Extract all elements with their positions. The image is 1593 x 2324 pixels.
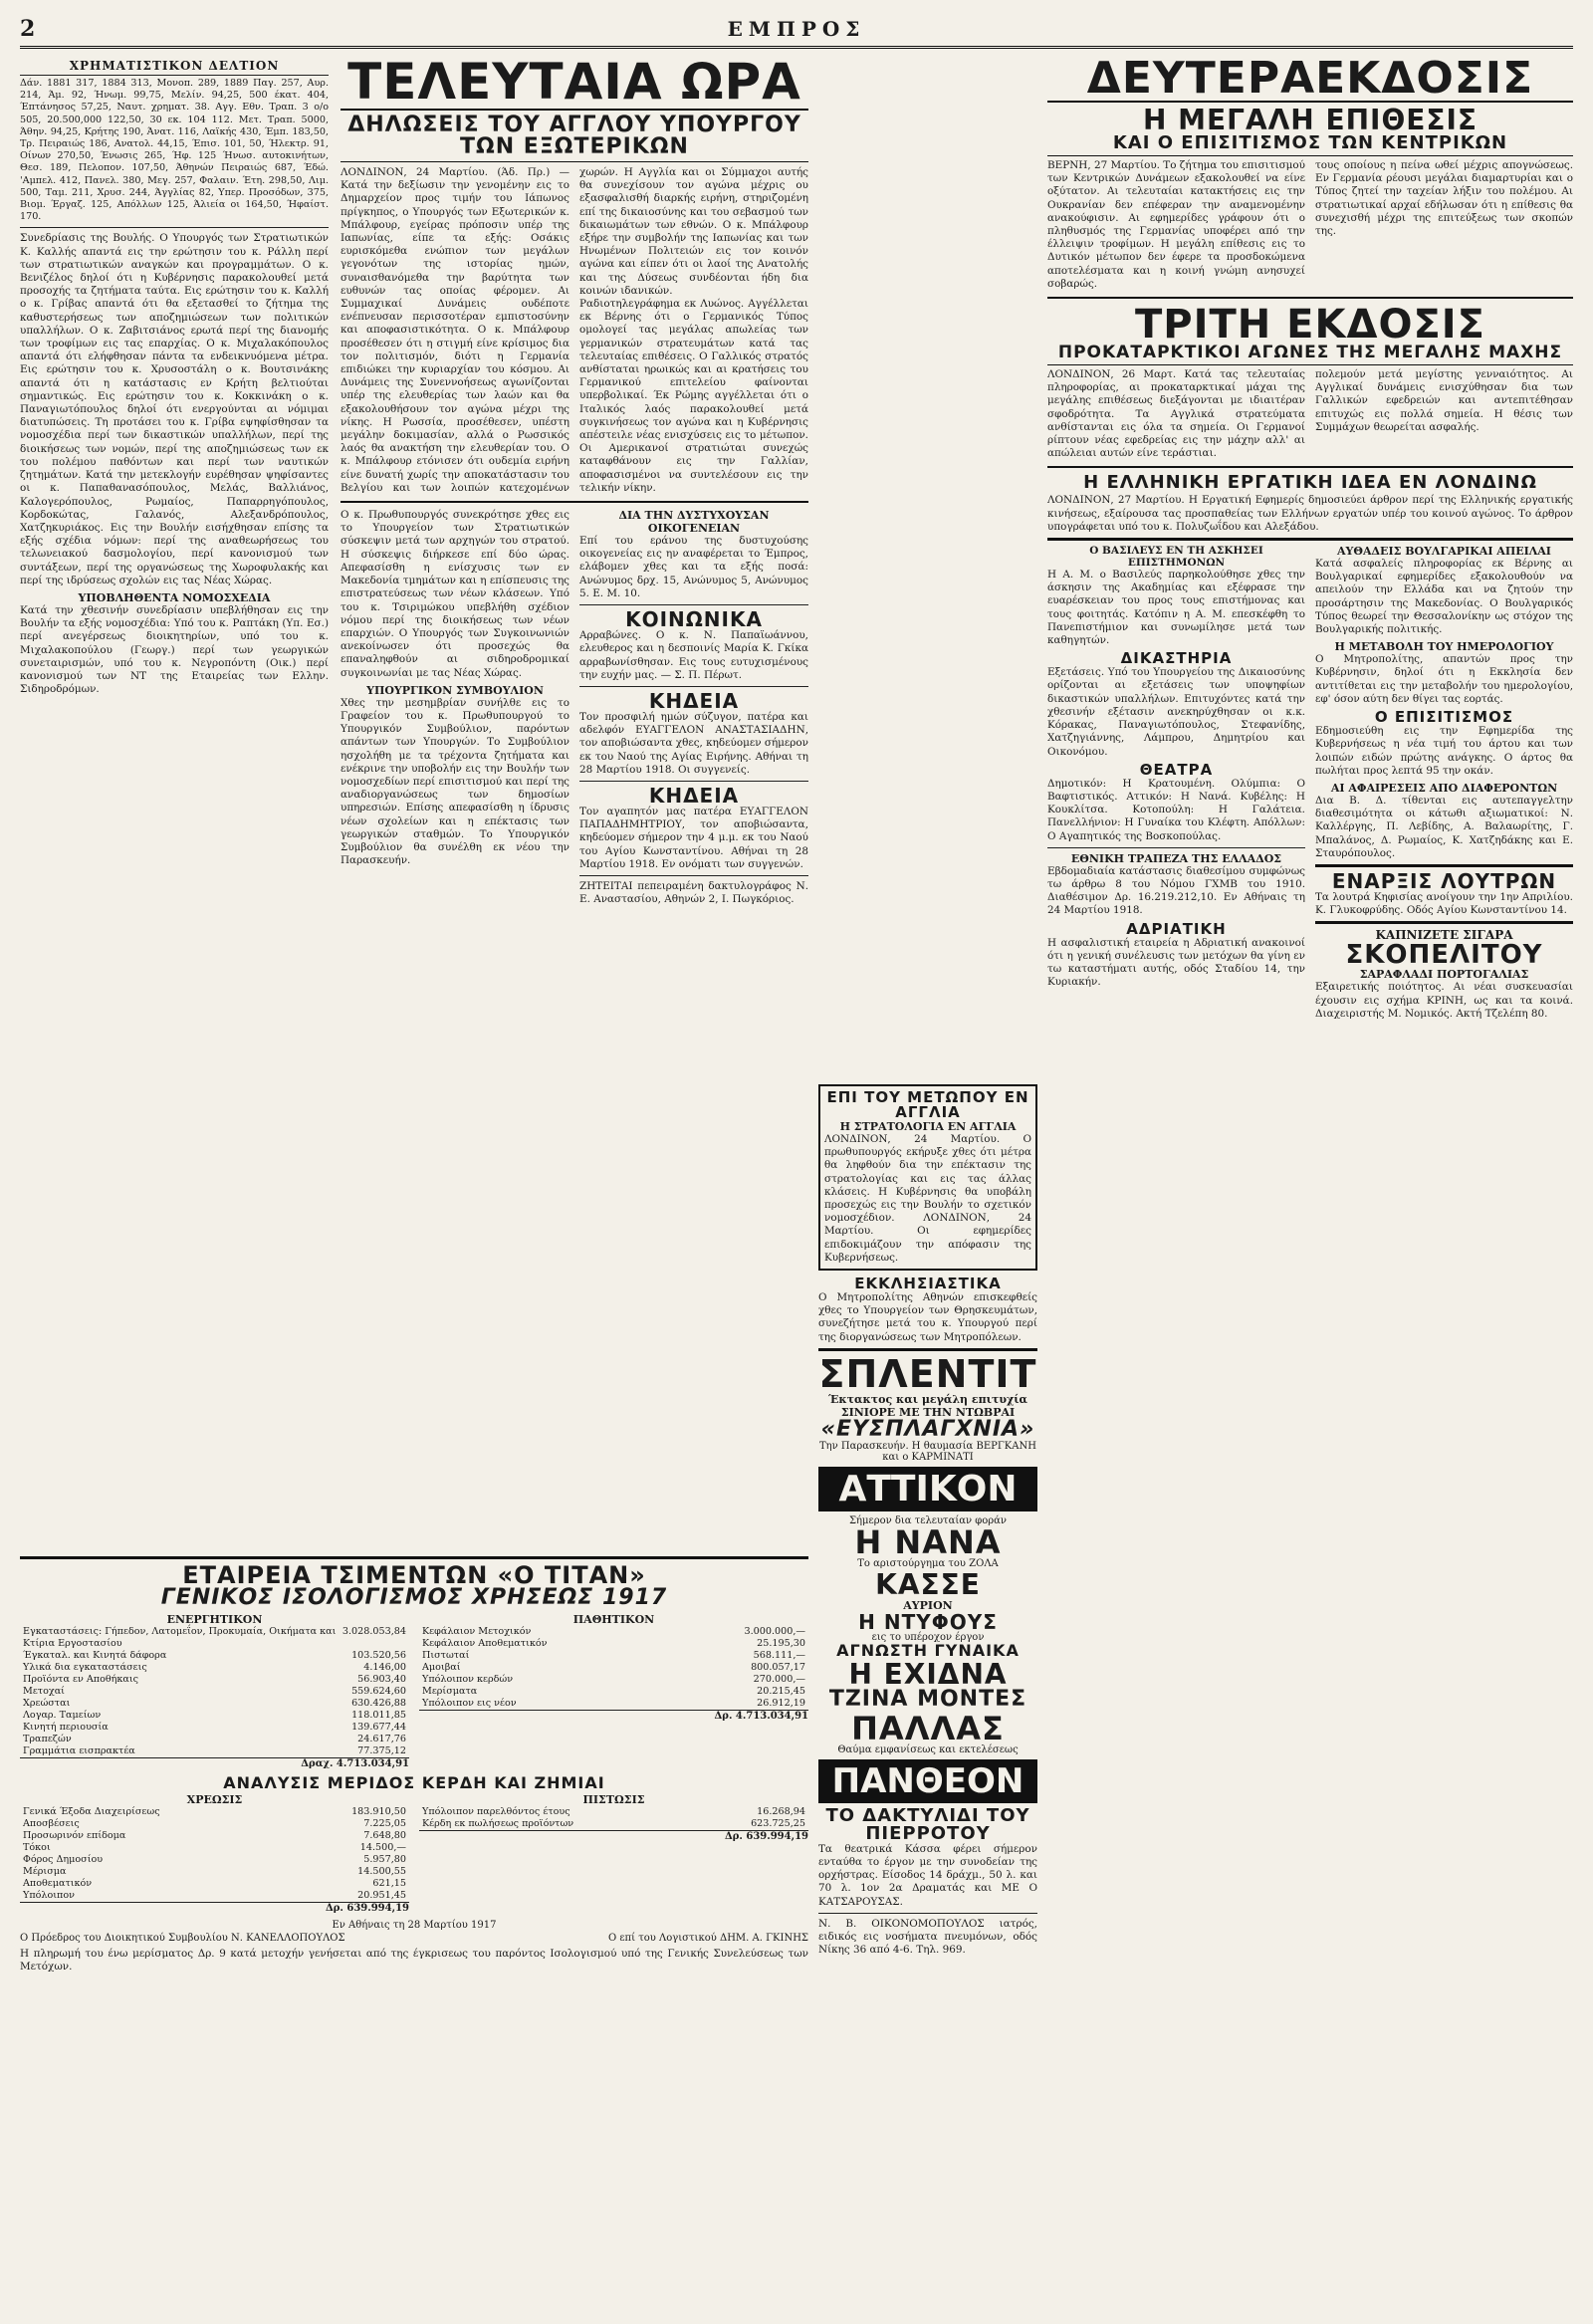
- ledger-label: Μέρισμα: [23, 1866, 67, 1877]
- lower-news: [341, 509, 808, 906]
- cigarette-brand: ΣΚΟΠΕΛΙΤΟΥ: [1345, 940, 1543, 971]
- kasse-title: ΚΑΣΣΕ: [875, 1567, 981, 1601]
- column-stock-bulletin: [20, 57, 329, 696]
- calendar-heading: Η ΜΕΤΑΒΟΛΗ ΤΟΥ ΗΜΕΡΟΛΟΓΙΟΥ: [1334, 640, 1554, 654]
- ledger-label: Κεφάλαιον Αποθεματικόν: [422, 1638, 548, 1649]
- right-news-column: [1315, 545, 1573, 1021]
- third-edition-heading: ΤΡΙΤΗ ΕΚΔΟΣΙΣ: [1135, 302, 1485, 349]
- titan-title: ΕΤΑΙΡΕΙΑ ΤΣΙΜΕΝΤΩΝ «Ο ΤΙΤΑΝ»: [182, 1561, 646, 1589]
- adriatic-text: Η ασφαλιστική εταιρεία η Αδριατική ανακοινοί ότι η γενική συνέλευσις των μετόχων θα γίνη εν τω καταστήματι αυτής, οδός Σταδίου 14, την Κυριακήν.: [1047, 936, 1305, 989]
- social-heading: ΚΟΙΝΩΝΙΚΑ: [625, 607, 763, 632]
- ledger-label: Μερίσματα: [422, 1686, 478, 1697]
- credit-block: [419, 1793, 808, 1914]
- ledger-row: [20, 1878, 409, 1890]
- supply-news-heading: Ο ΕΠΙΣΙΤΙΣΜΟΣ: [1374, 708, 1514, 727]
- supply-news-text: Εδημοσιεύθη εις την Εφημερίδα της Κυβερνήσεως η νέα τιμή του άρτου και των λοιπών ειδών πρώτης ανάγκης. Ο άρτος θα πωλήται προς λεπτά 95 την οκάν.: [1315, 725, 1573, 777]
- cigarette-heading: ΚΑΠΝΙΖΕΤΕ ΣΙΓΑΡΑ: [1375, 928, 1513, 943]
- bulletin-sub: Η ΣΤΡΑΤΟΛΟΓΙΑ ΕΝ ΑΓΓΛΙΑ: [839, 1120, 1017, 1133]
- bills-heading: ΥΠΟΒΛΗΘΕΝΤΑ ΝΟΜΟΣΧΕΔΙΑ: [78, 590, 271, 604]
- stock-bulletin-heading: ΧΡΗΜΑΤΙΣΤΙΚΟΝ ΔΕΛΤΙΟΝ: [20, 57, 329, 76]
- ledger-amount: 56.903,40: [357, 1674, 406, 1685]
- bulgarian-text: Κατά ασφαλείς πληροφορίας εκ Βέρνης αι Βουλγαρικαί εφημερίδες εξακολουθούν να απειλούν την Ελλάδα και να ζητούν την προσάρτησιν της Μακεδονίας. Ο Βουλγαρικός Τύπος θεωρεί την Θεσσαλονίκην ως στόχον της Βουλγαρικής πολιτικής.: [1315, 558, 1573, 636]
- ledger-label: Φόρος Δημοσίου: [23, 1854, 104, 1865]
- ledger-row: [20, 1734, 409, 1745]
- daktylidi-title: ΤΟ ΔΑΚΤΥΛΙΔΙ ΤΟΥ ΠΙΕΡΡΟΤΟΥ: [825, 1804, 1030, 1844]
- theatre-heading: ΘΕΑΤΡΑ: [1139, 760, 1214, 779]
- funeral-heading-1: ΚΗΔΕΙΑ: [648, 688, 740, 713]
- attikon-film: Η ΝΑΝΑ: [854, 1522, 1002, 1561]
- ntyfous-title: Η ΝΤΥΦΟΥΣ: [858, 1609, 998, 1634]
- ledger-amount: 103.520,56: [351, 1650, 406, 1661]
- second-edition-text-a: ΒΕΡΝΗ, 27 Μαρτίου. Το ζήτημα του επισιτισμού των Κεντρικών Δυνάμεων εξακολουθεί να είνε οξύτατον. Αι τελευταίαι κατακτήσεις εις την Ουκρανίαν δεν επέφεραν την αναμενομένην ανακούφισιν. Αι εφημερίδες γράφουν ότι ο πληθυσμός της Γερμανίας υποφέρει από την έλλειψιν τροφίμων. Η μεγάλη επίθεσις εις το Δυτικόν μέτωπον δεν έφερε τα προσδοκώμενα αποτελέσματα και η κοινή γνώμη ανησυχεί σοβαρώς.: [1047, 159, 1305, 290]
- ledger-label: Υπόλοιπον κερδών: [422, 1674, 514, 1685]
- ledger-row: [20, 1830, 409, 1842]
- attikon-sub: Σήμερον δια τελευταίαν φοράν: [848, 1514, 1008, 1526]
- ledger-row: [419, 1818, 808, 1830]
- ledger-row: [419, 1674, 808, 1686]
- attikon-desc: Το αριστούργημα του ΖΟΛΑ: [857, 1557, 999, 1569]
- ledger-label: Κεφάλαιον Μετοχικόν: [422, 1626, 532, 1637]
- balfour-subheading: ΔΗΛΩΣΕΙΣ ΤΟΥ ΑΓΓΛΟΥ ΥΠΟΥΡΓΟΥ ΤΩΝ ΕΞΩΤΕΡΙΚΩΝ: [341, 115, 808, 162]
- credit-heading: ΠΙΣΤΩΣΙΣ: [582, 1793, 645, 1806]
- courts-heading: ΔΙΚΑΣΤΗΡΙΑ: [1120, 649, 1233, 668]
- ledger-amount: 20.215,45: [757, 1686, 805, 1697]
- ledger-label: Λογαρ. Ταμείων: [23, 1710, 102, 1721]
- assets-block: [20, 1613, 409, 1769]
- ledger-row: [419, 1662, 808, 1674]
- ledger-row: [419, 1638, 808, 1650]
- ledger-amount: 4.146,00: [363, 1662, 406, 1673]
- last-hour-heading: ΤΕΛΕΥΤΑΙΑ ΩΡΑ: [341, 57, 808, 111]
- ledger-row: [419, 1698, 808, 1710]
- page-number: 2: [20, 16, 36, 42]
- bank-heading: ΕΘΝΙΚΗ ΤΡΑΠΕΖΑ ΤΗΣ ΕΛΛΑΔΟΣ: [1070, 851, 1282, 865]
- king-text: Η Α. Μ. ο Βασιλεύς παρηκολούθησε χθες την άσκησιν της Ακαδημίας και εξέφρασε την ευαρέσκειαν του προς τους επιστήμονας και τους φοιτητάς. Κατόπιν η Α. Μ. επεσκέφθη το Πανεπιστήμιον και συνωμίλησε μετά των καθηγητών.: [1047, 569, 1305, 647]
- columns: [20, 49, 1573, 2279]
- ledger-amount: 3.028.053,84: [341, 1626, 406, 1637]
- family-text: Επί του εράνου της δυστυχούσης οικογενείας εις ην αναφέρεται το Έμπρος, ελάβομεν χθες και τα εξής ποσά: Ανώνυμος δρχ. 15, Ανώνυμος 5, Ανώνυμος 5. Ε. Μ. 10.: [579, 535, 808, 599]
- splendid-sub: Την Παρασκευήν. Η θαυμασία ΒΕΡΓΚΑΝΗ και ο ΚΑΡΜΙΝΑΤΙ: [819, 1440, 1036, 1463]
- second-edition-heading: ΔΕΥΤΕΡΑΕΚΔΟΣΙΣ: [1047, 57, 1573, 103]
- ledger-label: Αμοιβαί: [422, 1662, 461, 1673]
- bulletin-text: ΛΟΝΔΙΝΟΝ, 24 Μαρτίου. Ο πρωθυπουργός εκήρυξε χθες ότι μέτρα θα ληφθούν δια την επέκτασιν της στρατολογίας και εις τας άλλας κλάσεις. Η Κυβέρνησις θα υποβάλη προσεχώς εις την Βουλήν το σχετικόν νομοσχέδιον. ΛΟΝΔΙΝΟΝ, 24 Μαρτίου. Οι εφημερίδες επιδοκιμάζουν την απόφασιν της Κυβερνήσεως.: [824, 1133, 1031, 1264]
- ledger-label: Υπόλοιπον: [23, 1890, 75, 1901]
- left-news-column: [1047, 545, 1305, 1021]
- column-editions: [1047, 53, 1573, 1021]
- supply-heading: ΚΑΙ Ο ΕΠΙΣΙΤΙΣΜΟΣ ΤΩΝ ΚΕΝΤΡΙΚΩΝ: [1047, 134, 1573, 156]
- ledger-label: Κέρδη εκ πωλήσεως προϊόντων: [422, 1818, 574, 1829]
- cigarette-sub: ΣΑΡΑΦΛΑΔΙ ΠΟΡΤΟΓΑΛΙΑΣ: [1359, 968, 1529, 982]
- ledger-row: [20, 1818, 409, 1830]
- ledger-row: [20, 1662, 409, 1674]
- ledger-label: Έγκαταλ. και Κινητά δάφορα: [23, 1650, 167, 1661]
- ledger-row: [20, 1626, 409, 1650]
- ledger-amount: 16.268,94: [757, 1806, 805, 1817]
- ledger-footnote: Η πληρωμή του ένω μερίσματος Δρ. 9 κατά μετοχήν γενήσεται από της έγκρισεως του παρόντος Ισολογισμού υπό της Γενικής Συνελεύσεως των Μετόχων.: [20, 1948, 808, 1974]
- ledger-row: [20, 1686, 409, 1698]
- ledger-label: Πιστωταί: [422, 1650, 470, 1661]
- ledger-amount: 270.000,—: [753, 1674, 805, 1685]
- ledger-row: [20, 1854, 409, 1866]
- column-ads: [818, 1084, 1037, 1957]
- ledger-amount: 25.195,30: [757, 1638, 805, 1649]
- splendid-title: ΣΠΛΕΝΤΙΤ: [818, 1351, 1037, 1396]
- ledger-amount: 24.617,76: [357, 1734, 406, 1744]
- church-text: Ο Μητροπολίτης Αθηνών επισκεφθείς χθες το Υπουργείον των Θρησκευμάτων, συνεζήτησε μετά του κ. Υπουργού περί της διοργανώσεως των Μητροπόλεων.: [818, 1291, 1037, 1343]
- funeral-text-2: Τον αγαπητόν μας πατέρα ΕΥΑΓΓΕΛΟΝ ΠΑΠΑΔΗΜΗΤΡΙΟΥ, τον αποβιώσαντα, κηδεύομεν σήμερον την 4 μ.μ. εκ του Ναού του Αγίου Κωνσταντίνου. Αθήναι τη 28 Μαρτίου 1918. Εν ονόματι των συγγενών.: [579, 805, 808, 870]
- balfour-story-text: ΛΟΝΔΙΝΟΝ, 24 Μαρτίου. (Άδ. Πρ.) — Κατά την δεξίωσιν την γενομένην εις το Δημαρχείον προς τιμήν του Ιάπωνος πρίγκηπος, ο Υπουργός των Εξωτερικών κ. Μπάλφουρ, εγείρας πρόποσιν υπέρ της Ιαπωνίας, είπε τα εξής: Οσάκις ευρισκόμεθα ενώπιον των μεγάλων γεγονότων της ιστορίας ημών, συναισθανόμεθα την βαρύτητα των ευθυνών τας οποίας φέρομεν. Αι Συμμαχικαί Δυνάμεις ουδέποτε ενέπνευσαν περισσοτέραν εμπιστοσύνην και αποφασιστικότητα. Ο κ. Μπάλφουρ προσέθεσεν ότι η στιγμή είνε κρίσιμος δια τον πολιτισμόν, διότι η Γερμανία επιδιώκει την κυριαρχίαν του κόσμου. Αι Δυνάμεις της Συνεννοήσεως αγωνίζονται υπέρ της ελευθερίας των λαών και θα εξακολουθήσουν τον αγώνα μέχρι της νίκης. Η Ρωσσία, προσέθεσεν, υπέστη μεγάλην δοκιμασίαν, αλλά ο Ρωσσικός λαός θα ανακτήση την ελευθερίαν του. Ο κ. Μπάλφουρ ετόνισεν ότι ουδεμία ειρήνη είνε δυνατή χωρίς την αποκατάστασιν του Βελγίου και των λοιπών κατεχομένων χωρών. Η Αγγλία και οι Σύμμαχοι αυτής θα συνεχίσουν τον αγώνα μέχρις ου εξασφαλισθή διαρκής ειρήνη, στηριζομένη επί της δικαιοσύνης και του σεβασμού των δικαιωμάτων των εθνών. Ο κ. Μπάλφουρ εξήρε την συμβολήν της Ιαπωνίας και των Ηνωμένων Πολιτειών εις τον κοινόν αγώνα και είπεν ότι οι λαοί της Ανατολής και της Δύσεως συνδέονται ήδη δια κοινών ιδανικών.: [341, 166, 808, 494]
- ledger-row: [419, 1686, 808, 1698]
- titan-subtitle: ΓΕΝΙΚΟΣ ΙΣΟΛΟΓΙΣΜΟΣ ΧΡΗΣΕΩΣ 1917: [160, 1585, 668, 1610]
- third-edition-text-b: πολεμούν μετά μεγίστης γενναιότητος. Αι Αγγλικαί δυνάμεις ενισχύθησαν δια των Γαλλικών εφεδρειών και αντεπιτέθησαν επιτυχώς εις πολλά σημεία. Η θέσις των Συμμάχων θεωρείται ασφαλής.: [1315, 368, 1573, 433]
- bills-text: Κατά την χθεσινήν συνεδρίασιν υπεβλήθησαν εις την Βουλήν τα εξής νομοσχέδια: Υπό του κ. Ραπτάκη (Υπ. Εσ.) περί ανεγέρσεως διοικητηρίων, υπό του κ. Μιχαλακοπούλου (Γεωργ.) περί των γεωργικών συνεταιρισμών, υπό του κ. Νεγροπόντη (Οικ.) περί κανονισμού των ΝΤ της Εταιρείας των Ελλην. Σιδηροδρόμων.: [20, 603, 329, 696]
- ledger-amount: 559.624,60: [351, 1686, 406, 1697]
- officers-text: Δια Β. Δ. τίθενται εις αυτεπαγγελτην διαθεσιμότητα οι κάτωθι αξιωματικοί: Ν. Καλλέργης, Π. Λεβίδης, Α. Βαλαωρίτης, Γ. Μπαλάνος, Δ. Ρωμαίος, Κ. Χατζηδάκης και Ε. Σταυρόπουλος.: [1315, 794, 1573, 859]
- ledger-row: [20, 1866, 409, 1878]
- calendar-text: Ο Μητροπολίτης, απαντών προς την Κυβέρνησιν, δηλοί ότι η Εκκλησία δεν αντιτίθεται εις την μεταβολήν του ημερολογίου, εφ' όσον αύτη δεν θίγει τας εορτάς.: [1315, 653, 1573, 705]
- masthead: [20, 12, 1573, 49]
- unknown-woman-title: ΑΓΝΩΣΤΗ ΓΥΝΑΙΚΑ: [836, 1640, 1020, 1660]
- splendid-film: «ΕΥΣΠΛΑΓΧΝΙΑ»: [820, 1416, 1035, 1442]
- social-text: Αρραβώνες. Ο κ. Ν. Παπαϊωάννου, ελευθερος και η δεσποινίς Μαρία Κ. Γκίκα αρραβωνίσθησαν. Εις τους ευτυχισμένους την ευχήν μας. — Σ. Π. Πέρωτ.: [579, 629, 808, 681]
- ledger-amount: 630.426,88: [351, 1698, 406, 1709]
- ledger-row: [419, 1626, 808, 1638]
- funeral-heading-2: ΚΗΔΕΙΑ: [648, 783, 740, 808]
- ministry-text: Ο κ. Πρωθυπουργός συνεκρότησε χθες εις το Υπουργείον των Στρατιωτικών σύσκεψιν μετά των αρχηγών του στρατού. Η σύσκεψις διήρκεσε επί δύο ώρας. Απεφασίσθη η ενίσχυσις των εν Μακεδονία τμημάτων και η επίσπευσις της επιστρατεύσεως των νέων κλάσεων. Υπό του κ. Τσιριμώκου υπεβλήθη σχέδιον νόμου περί της διοικήσεως των νέων επαρχιών. Ο Υπουργός των Συγκοινωνιών ανεκοίνωσεν ότι προσεχώς θα επαναληφθούν αι σιδηροδρομικαί συγκοινωνίαι με τας Νέας Χώρας.: [341, 509, 569, 679]
- liabilities-heading: ΠΑΘΗΤΙΚΟΝ: [572, 1613, 655, 1626]
- ledger-amount: 3.000.000,—: [744, 1626, 805, 1637]
- ledger-amount: 621,15: [372, 1878, 406, 1889]
- ledger-row: [20, 1722, 409, 1734]
- pl-heading: ΑΝΑΛΥΣΙΣ ΜΕΡΙΔΟΣ ΚΕΡΔΗ ΚΑΙ ΖΗΜΙΑΙ: [223, 1773, 605, 1792]
- ledger-amount: 568.111,—: [753, 1650, 805, 1661]
- church-heading: ΕΚΚΛΗΣΙΑΣΤΙΚΑ: [854, 1275, 1002, 1293]
- third-edition-sub: ΠΡΟΚΑΤΑΡΚΤΙΚΟΙ ΑΓΩΝΕΣ ΤΗΣ ΜΕΓΑΛΗΣ ΜΑΧΗΣ: [1047, 345, 1573, 365]
- ledger-amount: 20.951,45: [357, 1890, 406, 1901]
- debit-table: [20, 1806, 409, 1902]
- bulletin-heading: ΕΠΙ ΤΟΥ ΜΕΤΩΠΟΥ ΕΝ ΑΓΓΛΙΑ: [826, 1088, 1029, 1121]
- cabinet-text: Χθες την μεσημβρίαν συνήλθε εις το Γραφείον του κ. Πρωθυπουργού το Υπουργικόν Συμβούλιον, παρόντων απάντων των Υπουργών. Το Συμβούλιον ησχολήθη με τα τρέχοντα ζητήματα και ενέκρινε την υποβολήν εις την Βουλήν των νομοσχεδίων περί επισιτισμού και περί της αναδιοργανώσεως των δημοσίων υπηρεσιών. Επίσης απεφασίσθη η ίδρυσις νέων σχολείων και η επέκτασις των γεωργικών σταθμών. Το Υπουργικόν Συμβούλιον θα συνέλθη εκ νέου την Παρασκευήν.: [341, 696, 569, 867]
- ledger-amount: 26.912,19: [757, 1698, 805, 1709]
- ledger-label: Τραπεζών: [23, 1734, 72, 1744]
- family-heading: ΔΙΑ ΤΗΝ ΔΥΣΤΥΧΟΥΣΑΝ ΟΙΚΟΓΕΝΕΙΑΝ: [618, 509, 770, 536]
- paper-name: ΕΜΠΡΟΣ: [727, 17, 866, 41]
- bulgarian-heading: ΑΥΘΑΔΕΙΣ ΒΟΥΛΓΑΡΙΚΑΙ ΑΠΕΙΛΑΙ: [1337, 545, 1551, 559]
- labour-text: ΛΟΝΔΙΝΟΝ, 27 Μαρτίου. Η Εργατική Εφημερίς δημοσιεύει άρθρον περί της Ελληνικής εργατικής κινήσεως, εξαίρουσα τας προσπαθείας των Ελλήνων εργατών υπέρ του κοινού αγώνος. Το άρθρον υπογράφεται υπό του κ. Πολυζωΐδου και Αλεξάδου.: [1047, 494, 1573, 533]
- ledger-row: [419, 1650, 808, 1662]
- assets-heading: ΕΝΕΡΓΗΤΙΚΟΝ: [166, 1613, 263, 1626]
- liabilities-total: Δρ. 4.713.034,91: [419, 1710, 808, 1722]
- ledger-row: [20, 1890, 409, 1902]
- offensive-heading: Η ΜΕΓΑΛΗ ΕΠΙΘΕΣΙΣ: [1142, 104, 1479, 136]
- ledger-label: Γενικά Έξοδα Διαχειρίσεως: [23, 1806, 160, 1817]
- ledger-amount: 7.225,05: [363, 1818, 406, 1829]
- ledger-label: Εγκαταστάσεις: Γήπεδον, Λατομεΐον, Προκυμαία, Οικήματα και Κτίρια Εργοστασίου: [23, 1626, 337, 1649]
- ledger-amount: 118.011,85: [351, 1710, 406, 1721]
- ledger-amount: 14.500,—: [359, 1842, 406, 1853]
- ledger-row: [20, 1745, 409, 1757]
- ledger-row: [20, 1806, 409, 1818]
- ledger-label: Υπόλοιπον εις νέον: [422, 1698, 517, 1709]
- parliament-text: Συνεδρίασις της Βουλής. Ο Υπουργός των Στρατιωτικών Κ. Καλλής απαντά εις την ερώτησιν του κ. Ράλλη περί των στρατιωτικών αναγκών και προγραμμάτων. Ο κ. Βενιζέλος δηλοί ότι η Κυβέρνησις παρακολουθεί μετά προσοχής τα ζητήματα ταύτα. Εις ερώτησιν του κ. Καλλή ο κ. Γρίβας απαντά ότι θα εξετασθεί το ζήτημα της καθυστερήσεως των αποζημιώσεων των πολιτικών υπαλλήλων. Ο κ. Ζαβιτσιάνος ερωτά περί της διανομής των τροφίμων εις τας επαρχίας. Ο κ. Μιχαλακόπουλος απαντά ότι ελήφθησαν πάντα τα ενδεικνυόμενα μέτρα. Εις ερώτησιν του κ. Χρυσοστάλη ο κ. Βουτσινάκης απαντά ότι η κατάστασις εν Κρήτη βελτιούται σημαντικώς. Εις ερώτησιν του κ. Κοκκινάκη ο κ. Παναγιωτόπουλος δηλοί ότι ενεργούνται αι νόμιμαι διατυπώσεις. Τη προτάσει του κ. Γρίβα εψηφίσθησαν τα νομοσχέδια περί των δικαστικών υπαλλήλων, περί της διοικήσεως των νομών, περί της αποζημιώσεως των εκ του πολέμου παθόντων και περί των ναυτικών ζητημάτων. Κατά την μετεκλογήν ευρέθησαν ψηφίσαντες οι κ. Παπαθανασόπουλος, Μελάς, Βαλλιάνος, Καλογερόπουλος, Ρωμαίος, Παπαρρηγόπουλος, Κορδοκώτας, Γαλανός, Αλεξανδρόπουλος, Χατζηκυριάκος. Εις την Βουλήν εισήχθησαν επίσης τα εξής σχέδια νόμων: περί της αναθεωρήσεως του τελωνειακού δασμολογίου, περί κανονισμού των συντάξεων, περί της οργανώσεως της Χωροφυλακής και περί της ιδρύσεως σχολών εις τας Νέας Χώρας.: [20, 232, 329, 586]
- ledger-label: Υλικά δια εγκαταστάσεις: [23, 1662, 147, 1673]
- liabilities-block: [419, 1613, 808, 1769]
- ledger-label: Χρεώσται: [23, 1698, 71, 1709]
- ledger-label: Αποθεματικόν: [23, 1878, 93, 1889]
- labour-heading: Η ΕΛΛΗΝΙΚΗ ΕΡΓΑΤΙΚΗ ΙΔΕΑ ΕΝ ΛΟΝΔΙΝΩ: [1083, 472, 1537, 494]
- pallas-sub: Θαύμα εμφανίσεως και εκτελέσεως: [837, 1743, 1019, 1755]
- titan-balance-sheet: [20, 1552, 808, 1974]
- ledger-label: Τόκοι: [23, 1842, 51, 1853]
- assets-table: [20, 1626, 409, 1757]
- pallas-title: ΠΑΛΛΑΣ: [851, 1709, 1005, 1747]
- attikon-title: ΑΤΤΙΚΟΝ: [818, 1467, 1037, 1511]
- ledger-amount: 183.910,50: [351, 1806, 406, 1817]
- ledger-signature-left: Ο Πρόεδρος του Διοικητικού Συμβουλίου Ν. ΚΑΝΕΛΛΟΠΟΥΛΟΣ: [20, 1933, 345, 1944]
- ledger-row: [20, 1710, 409, 1722]
- ledger-signature-right: Ο επί του Λογιστικού ΔΗΜ. Α. ΓΚΙΝΗΣ: [607, 1933, 808, 1944]
- stock-bulletin-text: Δάν. 1881 317, 1884 313, Μονοπ. 289, 1889 Παγ. 257, Αυρ. 214, Άμ. 92, Ήνωμ. 99,75, Μελίν. 94,25, 500 έκατ. 404, Έπτάνησος 57,25, Ναυτ. χρηματ. 38. Αγγ. Εθν. Τραπ. 3 ο/ο 505, 20.500,000 122,50, 30 εκ. 104 112. Μετ. Τραπ. 5000, Άθην. 94,25, Κρήτης 190, Άνατ. 116, Λαϊκής 430, Έμπ. 183,50, Τρ. Πειραιώς 186, Ανατολ. 44,15, Έπισ. 101, 50, Ήλεκτρ. 91, Οίνων 270,50, Ένωσις 265, Ήφ. 125 Ήνωσ. αυτοκινήτων, Θεσ. 189, Πελοπον. 107,50, Άθηνών Πειραιώς 687, Έδώ. 'Αμπελ. 412, Πανελ. 380, Μεγ. 257, Φαλαιν. Έτη. 298,50, Λιμ. 500, Ταμ. 211, Χρυσ. 244, Άγγλίας 82, Υπερ. Προσόδων, 375, Βιομ. Έργαζ. 125, Απόλλων 125, Άλιεία οι 164,50, Ήφαίστ. 170.: [20, 78, 329, 223]
- cabinet-heading: ΥΠΟΥΡΓΙΚΟΝ ΣΥΜΒΟΥΛΙΟΝ: [366, 683, 544, 697]
- doctor-text: Ν. Β. ΟΙΚΟΝΟΜΟΠΟΥΛΟΣ ιατρός, ειδικός εις νοσήματα πνευμόνων, οδός Νίκης 36 από 4-6. Τηλ. 969.: [818, 1917, 1037, 1957]
- cigarette-text: Εξαιρετικής ποιότητος. Αι νέαι συσκευασίαι έχουσιν εις σχήμα ΚΡΙΝΗ, ως και τα κοινά. Διαχειριστής Μ. Νομικός. Ακτή Τζελέπη 80.: [1315, 981, 1573, 1020]
- king-heading: Ο ΒΑΣΙΛΕΥΣ ΕΝ ΤΗ ΑΣΚΗΣΕΙ ΕΠΙΣΤΗΜΟΝΩΝ: [1089, 545, 1263, 570]
- ntyfous-desc: εις το υπέροχον έργον: [871, 1631, 985, 1643]
- debit-total: Δρ. 639.994,19: [20, 1902, 409, 1914]
- kasse-sub: ΑΥΡΙΟΝ: [903, 1598, 953, 1612]
- column-last-hour: [341, 53, 808, 906]
- courts-text: Εξετάσεις. Υπό του Υπουργείου της Δικαιοσύνης ορίζονται αι εξετάσεις των υποψηφίων δικαστικών υπαλλήλων. Επιτυχόντες κατά την χθεσινήν εξέτασιν ανεκηρύχθησαν οι κ.κ. Κόρακας, Παναγιωτόπουλος, Στεφανίδης, Χατζηγιάννης, Λάμπρου, Δημητρίου και Οικονόμου.: [1047, 666, 1305, 758]
- officers-heading: ΑΙ ΑΦΑΙΡΕΣΕΙΣ ΑΠΟ ΔΙΑΦΕΡΟΝΤΩΝ: [1330, 781, 1558, 795]
- bulletin-box: [818, 1084, 1037, 1271]
- debit-block: [20, 1793, 409, 1914]
- ledger-label: Υπόλοιπον παρελθόντος έτους: [422, 1806, 570, 1817]
- pantheon-title: ΠΑΝΘΕΟΝ: [818, 1759, 1037, 1803]
- balfour-story: [341, 166, 808, 495]
- ledger-amount: 5.957,80: [363, 1854, 406, 1865]
- credit-table: [419, 1806, 808, 1830]
- baths-text: Τα λουτρά Κηφισίας ανοίγουν την 1ην Απριλίου. Κ. Γλυκοφρύδης. Οδός Αγίου Κωνσταντίνου 14.: [1315, 890, 1573, 917]
- radio-story-text: Ραδιοτηλεγράφημα εκ Λυώνος. Αγγέλλεται εκ Βέρνης ότι ο Γερμανικός Τύπος ομολογεί τας μεγάλας απωλείας των γερμανικών στρατευμάτων κατά τας τελευταίας επιθέσεις. Ο Γαλλικός στρατός ανθίσταται ηρωικώς και αι κρατήσεις του Γερμανικού επιτελείου φαίνονται υπερβολικαί. Έκ Ρώμης αγγέλλεται ότι ο Ιταλικός λαός παρακολουθεί μετά συγκινήσεως τον αγώνα και η Κυβέρνησις απέστειλε νέας ενισχύσεις εις το μέτωπον. Οι Αμερικανοί στρατιώται συνεχώς καταφθάνουν εις την Γαλλίαν, αποφασισμένοι να συντελέσουν εις την τελικήν νίκην.: [579, 298, 808, 494]
- ledger-amount: 77.375,12: [357, 1745, 406, 1756]
- adriatic-heading: ΑΔΡΙΑΤΙΚΗ: [1126, 919, 1227, 938]
- ledger-label: Γραμμάτια εισπρακτέα: [23, 1745, 135, 1756]
- splendid-text: Έκτακτος και μεγάλη επιτυχία ΣΙΝΙΟΡΕ ΜΕ ΤΗΝ ΝΤΩΒΡΑΙ: [827, 1392, 1028, 1419]
- liabilities-table: [419, 1626, 808, 1710]
- bank-text: Εβδομαδιαία κατάστασις διαθεσίμου συμφώνως τω άρθρω 8 του Νόμου ΓΧΜΒ του 1910. Διαθέσιμον Δρ. 16.219.212,10. Εν Αθήναις τη 24 Μαρτίου 1918.: [1047, 864, 1305, 917]
- credit-total: Δρ. 639.994,19: [419, 1830, 808, 1842]
- ledger-label: Προσωρινόν επίδομα: [23, 1830, 126, 1841]
- ledger-row: [20, 1842, 409, 1854]
- theatre-text: Δημοτικόν: Η Κρατουμένη. Ολύμπια: Ο Βαφτιστικός. Αττικόν: Η Νανά. Κυβέλης: Η Κουκλίτσα. Κοτοπούλη: Η Γαλάτεια. Πανελλήνιον: Η Γυναίκα του Κλέφτη. Απόλλων: Ο Αγαπητικός της Βοσκοπούλας.: [1047, 777, 1305, 842]
- ledger-date: Εν Αθήναις τη 28 Μαρτίου 1917: [332, 1920, 497, 1931]
- ledger-amount: 14.500,55: [357, 1866, 406, 1877]
- ledger-row: [20, 1650, 409, 1662]
- baths-heading: ΕΝΑΡΞΙΣ ΛΟΥΤΡΩΝ: [1331, 868, 1557, 893]
- echidna-title: Η ΕΧΙΔΝΑ: [848, 1657, 1008, 1691]
- third-edition-text-a: ΛΟΝΔΙΝΟΝ, 26 Μαρτ. Κατά τας τελευταίας πληροφορίας, αι προκαταρκτικαί μάχαι της μεγάλης επιθέσεως διεξάγονται με ιδιαιτέραν σφοδρότητα. Τα Αγγλικά στρατεύματα ανθίστανται εις όλα τα σημεία. Οι Γερμανοί ρίπτουν νέας εφεδρείας εις την μάχην αλλ' αι απώλειαι αυτών είνε τεράστιαι.: [1047, 368, 1305, 460]
- ledger-amount: 139.677,44: [351, 1722, 406, 1733]
- newspaper-page: [20, 12, 1573, 2292]
- ledger-label: Μετοχαί: [23, 1686, 65, 1697]
- daktylidi-text: Τα θεατρικά Κάσσα φέρει σήμερον ενταύθα το έργον με την συνοδείαν της ορχήστρας. Είσοδος 14 δράχμ., 50 λ. και 70 λ. 1ον 2α Δραματάς και ΜΕ Ο ΚΑΤΣΑΡΟΥΣΑΣ.: [818, 1842, 1037, 1908]
- funeral-text-1: Τον προσφιλή ημών σύζυγον, πατέρα και αδελφόν ΕΥΑΓΓΕΛΟΝ ΑΝΑΣΤΑΣΙΑΔΗΝ, τον αποβιώσαντα χθες, κηδεύομεν σήμερον εκ του Ναού της Αγίας Ειρήνης. Αθήναι τη 28 Μαρτίου 1918. Οι συγγενείς.: [579, 710, 808, 776]
- typist-notice: ΖΗΤΕΙΤΑΙ πεπειραμένη δακτυλογράφος Ν. Ε. Αναστασίου, Αθηνών 2, Ι. Πωγκόριος.: [579, 879, 808, 906]
- ledger-amount: 800.057,17: [751, 1662, 805, 1673]
- debit-heading: ΧΡΕΩΣΙΣ: [186, 1793, 243, 1806]
- assets-total: Δραχ. 4.713.034,91: [20, 1757, 409, 1769]
- ledger-row: [20, 1674, 409, 1686]
- ledger-amount: 7.648,80: [363, 1830, 406, 1841]
- ledger-amount: 623.725,25: [751, 1818, 805, 1829]
- ledger-label: Αποσβέσεις: [23, 1818, 80, 1829]
- ledger-row: [419, 1806, 808, 1818]
- ledger-label: Προϊόντα εν Αποθήκαις: [23, 1674, 138, 1685]
- tzina-title: ΤΖΙΝΑ ΜΟΝΤΕΣ: [828, 1686, 1027, 1712]
- ledger-row: [20, 1698, 409, 1710]
- ledger-label: Κινητή περιουσία: [23, 1722, 109, 1733]
- second-edition-text-b: τους οποίους η πείνα ωθεί μέχρις απογνώσεως. Εν Γερμανία ρέουσι μεγάλαι διαμαρτυρίαι και ο Τύπος ζητεί την ταχείαν λήξιν του πολέμου. Αι στρατιωτικαί αρχαί εδήλωσαν ότι η επίθεσις θα συνεχισθή μέχρι της επιτεύξεως των σκοπών της.: [1315, 159, 1573, 238]
